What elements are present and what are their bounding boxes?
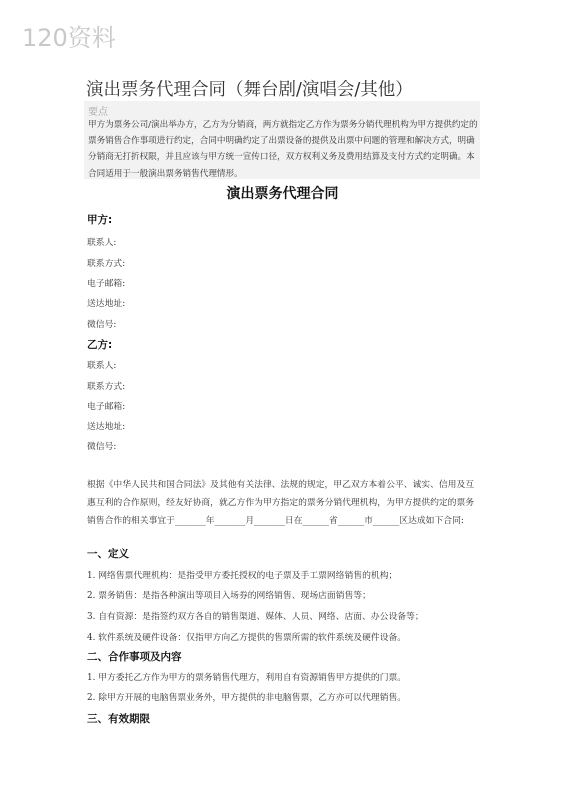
party-b-email: 电子邮箱: xyxy=(87,402,126,412)
party-b-address: 送达地址: xyxy=(87,422,126,432)
party-b-phone: 联系方式: xyxy=(87,382,126,392)
party-a-contact-person: 联系人: xyxy=(87,238,117,248)
party-b-contact-person: 联系人: xyxy=(87,361,117,371)
section-definitions-title: 一、定义 xyxy=(87,548,129,560)
definition-item: 2. 票务销售：是指各种演出等项目入场券的网络销售、现场店面销售等； xyxy=(87,591,371,601)
party-b-heading: 乙方: xyxy=(87,339,113,351)
definition-item: 4. 软件系统及硬件设备：仅指甲方向乙方提供的售票所需的软件系统及硬件设备。 xyxy=(87,633,407,643)
watermark-logo: 120资料 xyxy=(22,24,116,52)
party-a-address: 送达地址: xyxy=(87,299,126,309)
party-a-heading: 甲方: xyxy=(87,214,113,226)
section-cooperation-title: 二、合作事项及内容 xyxy=(87,651,182,663)
cooperation-item: 1. 甲方委托乙方作为甲方的票务销售代理方，利用自有资源销售甲方提供的门票。 xyxy=(87,673,407,683)
party-a-phone: 联系方式: xyxy=(87,259,126,269)
document-title: 演出票务代理合同（舞台剧/演唱会/其他） xyxy=(86,80,413,100)
definition-item: 1. 网络售票代理机构：是指受甲方委托授权的电子票及手工票网络销售的机构； xyxy=(87,571,398,581)
summary-text: 甲方为票务公司/演出举办方，乙方为分销商，两方就指定乙方作为票务分销代理机构为甲方提供约定的票务销售合作事项进行约定，合同中明确约定了出票设备的提供及出票中问题的管理和解决方式，明确分销商无打折权限，并且应该与甲方统一宣传口径，双方权利义务及费用结算及支付方式约定明确。本合同适用于一般演出票务销售代理情形。 xyxy=(88,120,478,179)
contract-title: 演出票务代理合同 xyxy=(226,186,339,202)
cooperation-item: 2. 除甲方开展的电脑售票业务外，甲方提供的非电脑售票，乙方亦可以代理销售。 xyxy=(87,693,407,703)
preamble-paragraph: 根据《中华人民共和国合同法》及其他有关法律、法规的规定，甲乙双方本着公平、诚实、信用及互惠互利的合作原则，经友好协商，就乙方作为甲方指定的票务分销代理机构，为甲方提供约定的票务销售合作的相关事宜于_______年_______月_______日在______省______市______区达成如下合同: xyxy=(87,480,475,527)
party-a-wechat: 微信号: xyxy=(87,320,117,330)
section-term-title: 三、有效期限 xyxy=(87,713,150,725)
party-a-email: 电子邮箱: xyxy=(87,279,126,289)
party-b-wechat: 微信号: xyxy=(87,442,117,452)
definition-item: 3. 自有资源：是指签约双方各自的销售渠道、媒体、人员、网络、店面、办公设备等； xyxy=(87,612,424,622)
summary-label: 要点 xyxy=(88,107,108,118)
